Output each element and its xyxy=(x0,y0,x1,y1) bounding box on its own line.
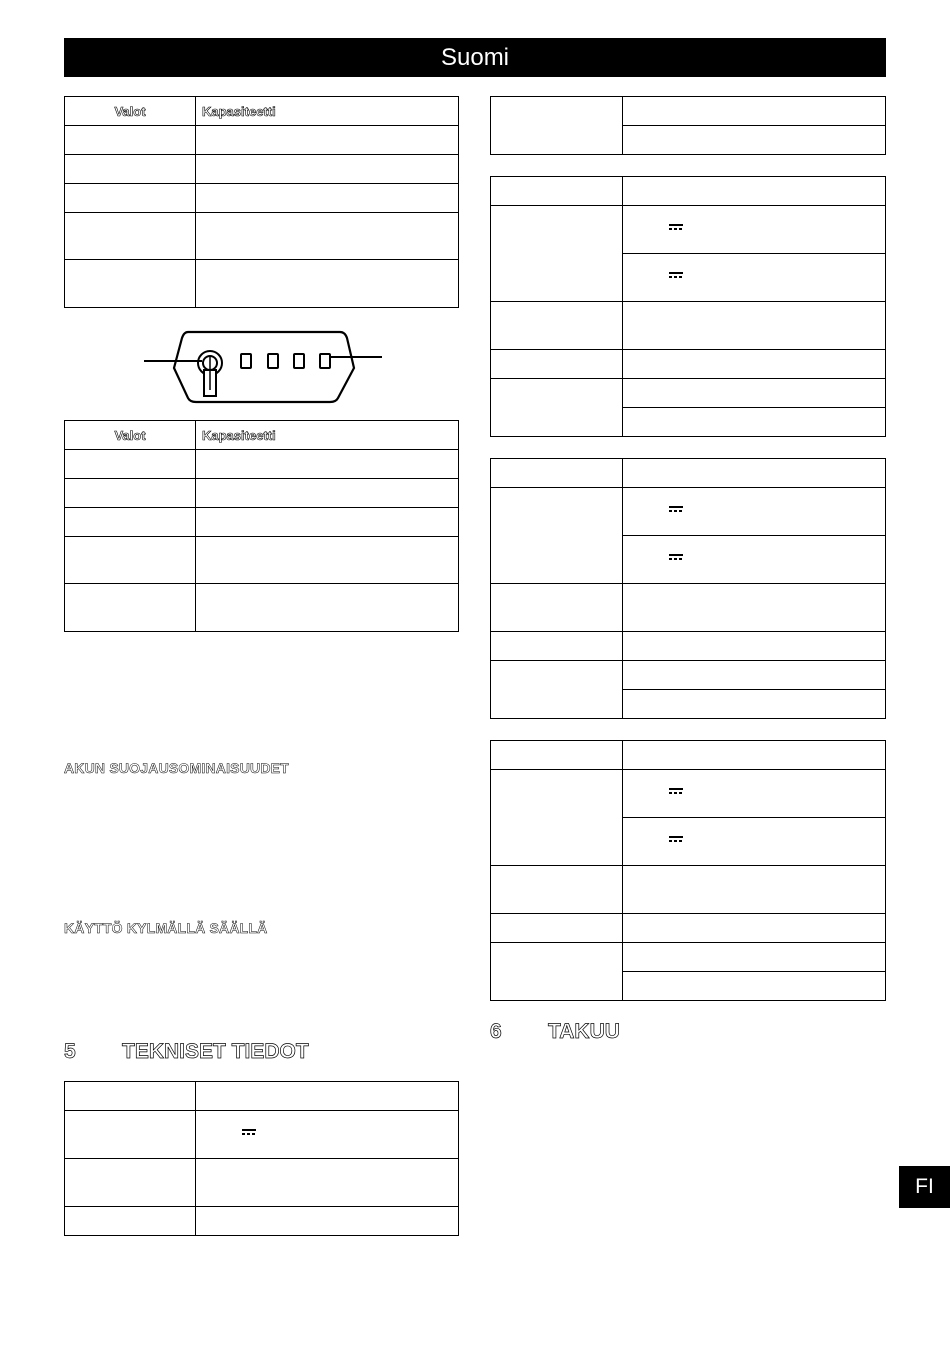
battery-indicator-diagram xyxy=(140,328,390,404)
table-row xyxy=(65,155,459,184)
table-row xyxy=(65,260,459,308)
led-indicator-4 xyxy=(320,354,330,368)
column-header-lights: Valot xyxy=(65,421,196,450)
table-row xyxy=(491,770,886,818)
section-number: 6 xyxy=(490,1020,502,1043)
battery-protection-heading: AKUN SUOJAUSOMINAISUUDET xyxy=(64,760,289,776)
table-row xyxy=(491,632,886,661)
table-row xyxy=(491,177,886,206)
table-row xyxy=(65,1111,459,1159)
table-row xyxy=(65,126,459,155)
table-row xyxy=(491,97,886,126)
table-row xyxy=(65,450,459,479)
dc-symbol-icon xyxy=(669,272,683,278)
column-header-capacity: Kapasiteetti xyxy=(196,97,459,126)
table-row xyxy=(491,488,886,536)
spec-table-b xyxy=(490,176,886,437)
column-header-capacity: Kapasiteetti xyxy=(196,421,459,450)
table-row xyxy=(65,537,459,584)
section-number: 5 xyxy=(64,1040,76,1063)
dc-symbol-icon xyxy=(669,506,683,512)
table-row xyxy=(491,302,886,350)
table-header-row xyxy=(65,421,459,450)
cold-weather-heading: KÄYTTÖ KYLMÄLLÄ SÄÄLLÄ xyxy=(64,920,268,936)
table-row xyxy=(65,1082,459,1111)
section-title: TAKUU xyxy=(548,1020,620,1043)
table-row xyxy=(491,350,886,379)
dc-symbol-icon xyxy=(242,1129,256,1135)
led-indicator-1 xyxy=(241,354,251,368)
table-row xyxy=(491,741,886,770)
tech-specs-table xyxy=(64,1081,459,1236)
capacity-table-1 xyxy=(64,96,459,308)
table-row xyxy=(491,459,886,488)
table-row xyxy=(491,914,886,943)
table-row xyxy=(491,866,886,914)
language-code: FI xyxy=(915,1175,934,1198)
tech-specs-heading xyxy=(64,1040,309,1064)
section-title: TEKNISET TIEDOT xyxy=(122,1040,309,1063)
table-row xyxy=(65,184,459,213)
table-row xyxy=(65,1159,459,1207)
dc-symbol-icon xyxy=(669,224,683,230)
table-row xyxy=(491,584,886,632)
check-button-icon xyxy=(198,351,222,396)
dc-symbol-icon xyxy=(669,554,683,560)
column-header-lights: Valot xyxy=(65,97,196,126)
dc-symbol-icon xyxy=(669,788,683,794)
led-indicator-3 xyxy=(294,354,304,368)
table-row xyxy=(65,479,459,508)
warranty-heading xyxy=(490,1020,620,1044)
page-header xyxy=(64,38,886,77)
language-tab xyxy=(899,1166,950,1208)
table-header-row xyxy=(65,97,459,126)
table-row xyxy=(491,943,886,972)
dc-symbol-icon xyxy=(669,836,683,842)
spec-table-d xyxy=(490,740,886,1001)
table-row xyxy=(65,584,459,632)
table-row xyxy=(491,379,886,408)
table-row xyxy=(65,508,459,537)
led-indicator-2 xyxy=(268,354,278,368)
table-row xyxy=(491,206,886,254)
page-title: Suomi xyxy=(440,43,510,71)
table-row xyxy=(65,213,459,260)
spec-table-a xyxy=(490,96,886,155)
spec-table-c xyxy=(490,458,886,719)
capacity-table-2 xyxy=(64,420,459,632)
table-row xyxy=(491,661,886,690)
table-row xyxy=(65,1207,459,1236)
